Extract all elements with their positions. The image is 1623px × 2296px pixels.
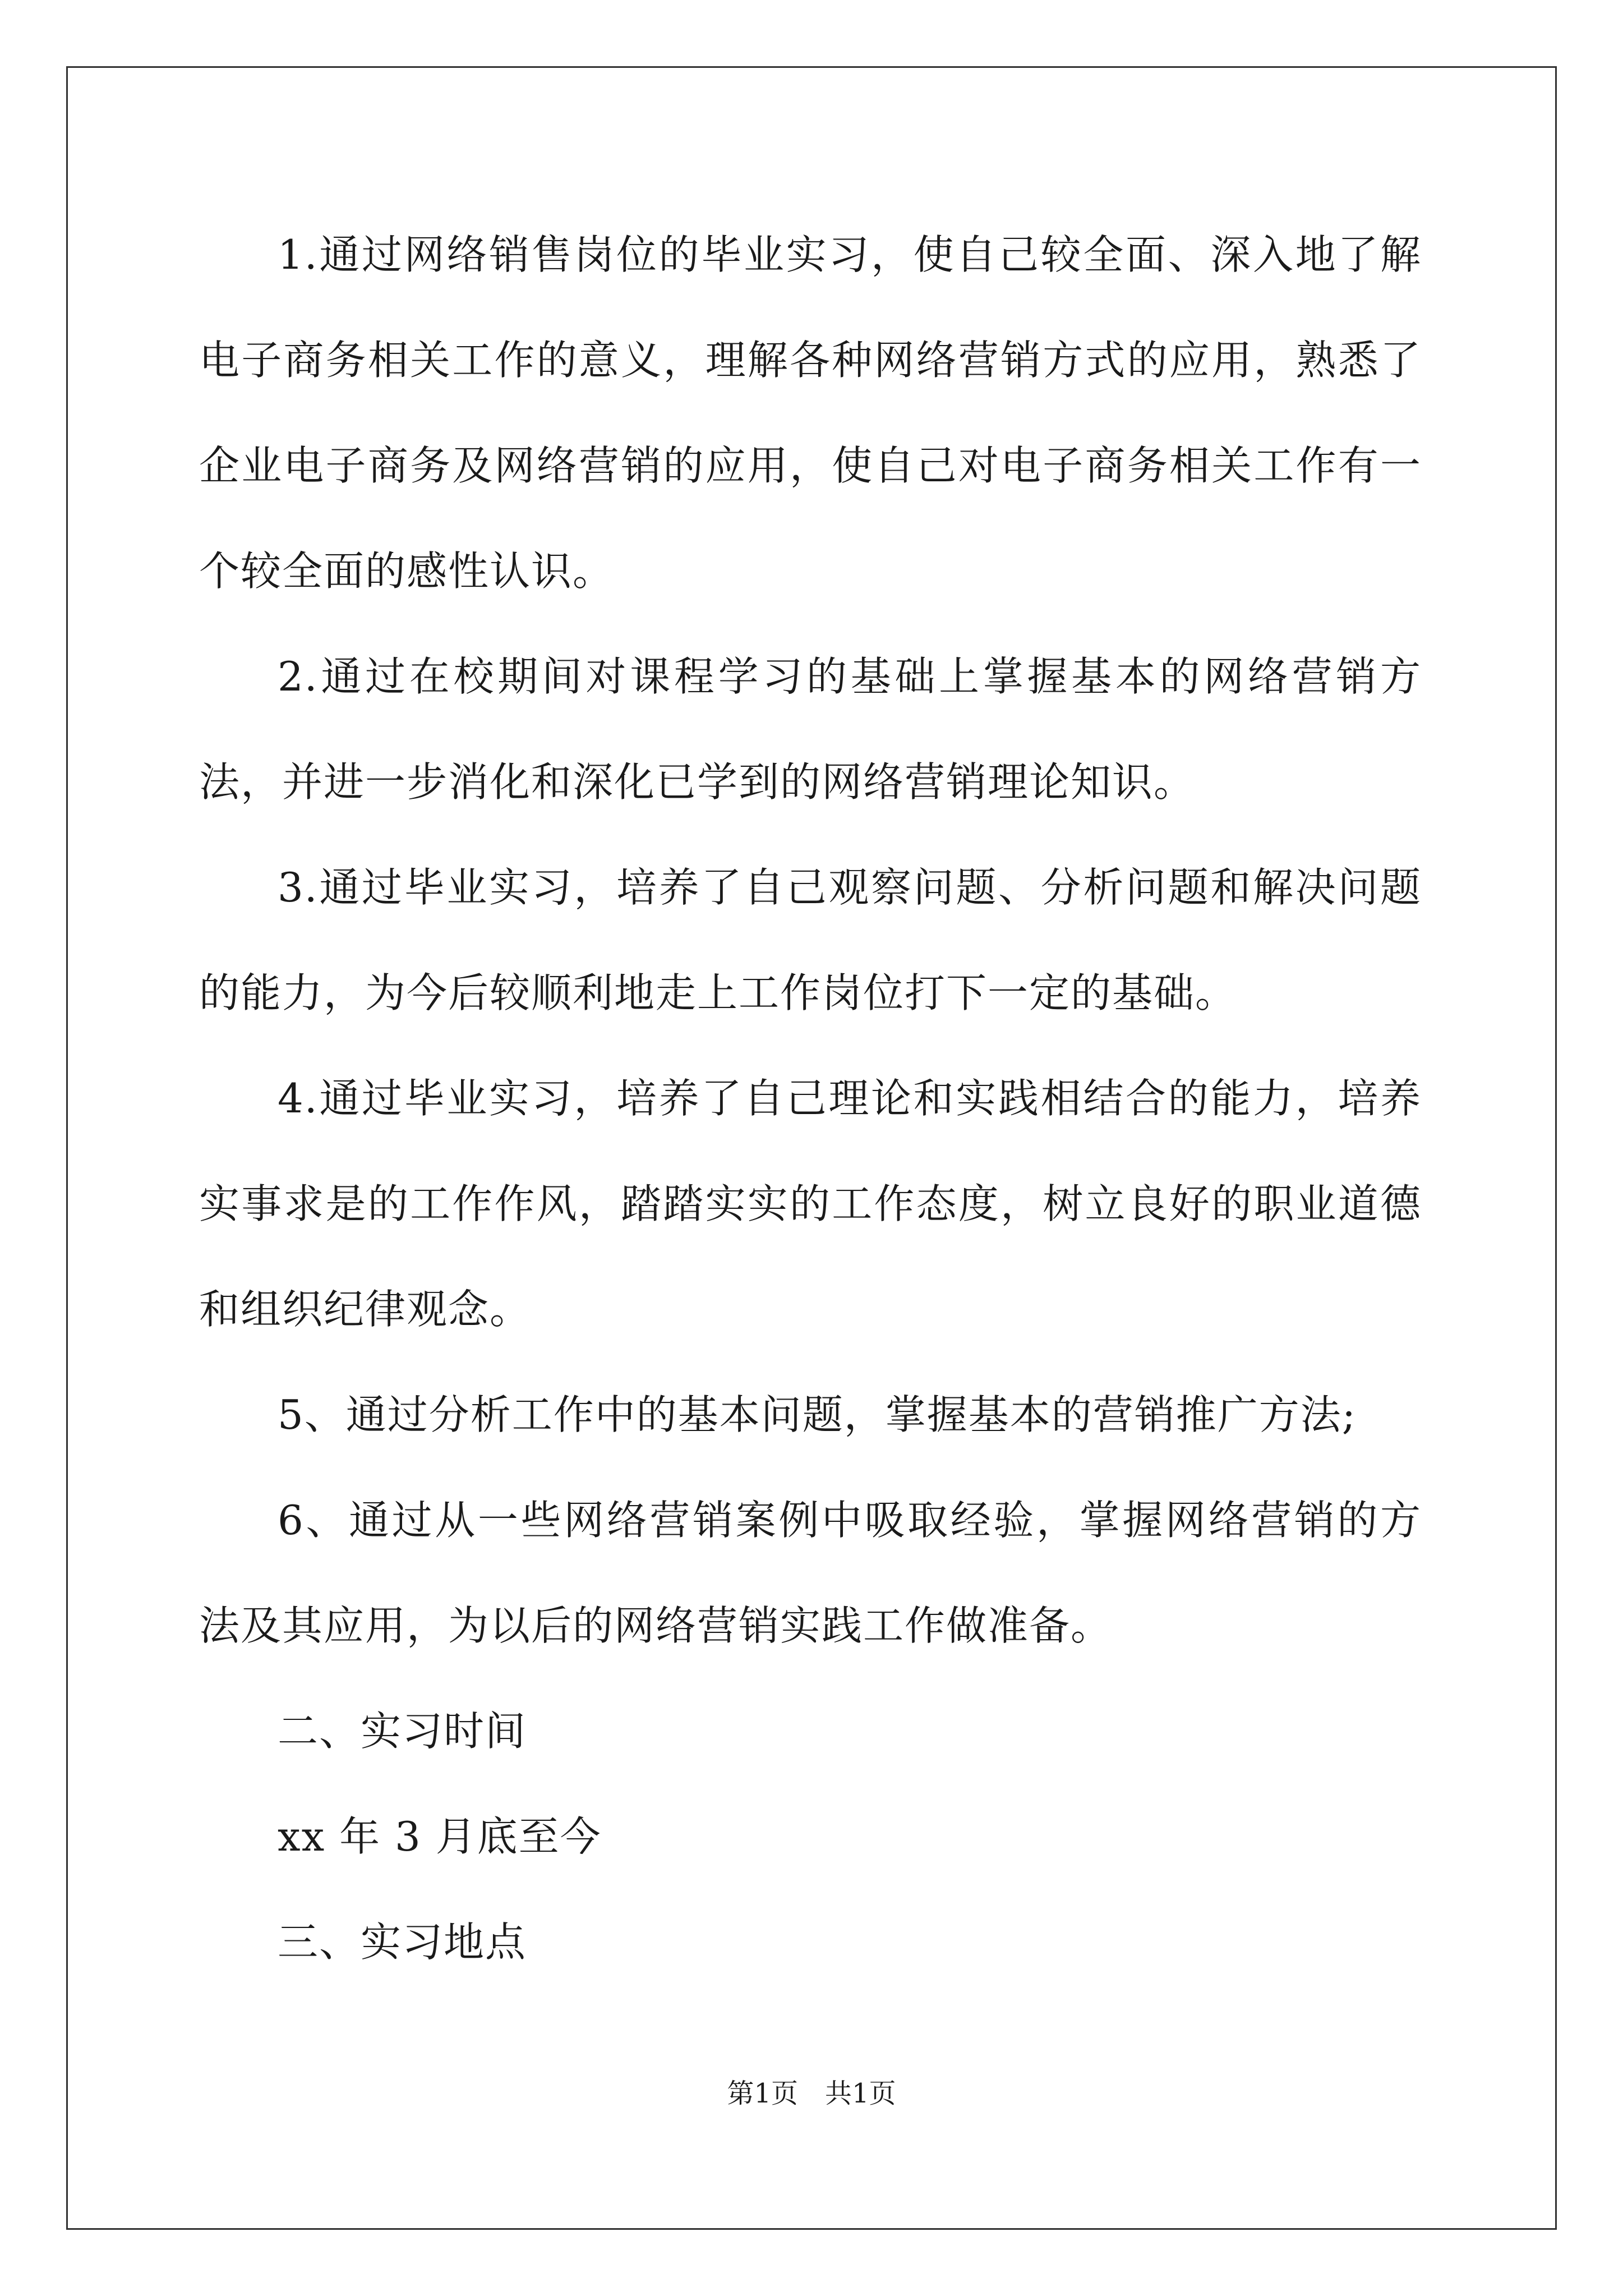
document-body	[199, 202, 1422, 1995]
section-heading-time: 二、实习时间	[278, 1708, 527, 1755]
paragraph-6: 6、通过从一些网络营销案例中吸取经验，掌握网络营销的方法及其应用，为以后的网络营销实践工作做准备。	[199, 1497, 1422, 1649]
paragraph-4: 4.通过毕业实习，培养了自己理论和实践相结合的能力，培养实事求是的工作作风，踏踏实实的工作态度，树立良好的职业道德和组织纪律观念。	[199, 1075, 1422, 1333]
paragraph-2: 2.通过在校期间对课程学习的基础上掌握基本的网络营销方法，并进一步消化和深化已学到的网络营销理论知识。	[199, 653, 1422, 806]
page-footer	[0, 2076, 1623, 2111]
page-total: 共1页	[825, 2078, 896, 2109]
page-number: 第1页	[727, 2078, 798, 2109]
paragraph-3: 3.通过毕业实习，培养了自己观察问题、分析问题和解决问题的能力，为今后较顺利地走上工作岗位打下一定的基础。	[199, 864, 1422, 1016]
section-heading-location: 三、实习地点	[278, 1918, 527, 1966]
internship-period: xx 年 3 月底至今	[278, 1813, 602, 1860]
paragraph-5: 5、通过分析工作中的基本问题，掌握基本的营销推广方法;	[278, 1391, 1357, 1438]
paragraph-1: 1.通过网络销售岗位的毕业实习，使自己较全面、深入地了解电子商务相关工作的意义，理解各种网络营销方式的应用，熟悉了企业电子商务及网络营销的应用，使自己对电子商务相关工作有一个较全面的感性认识。	[199, 231, 1422, 595]
